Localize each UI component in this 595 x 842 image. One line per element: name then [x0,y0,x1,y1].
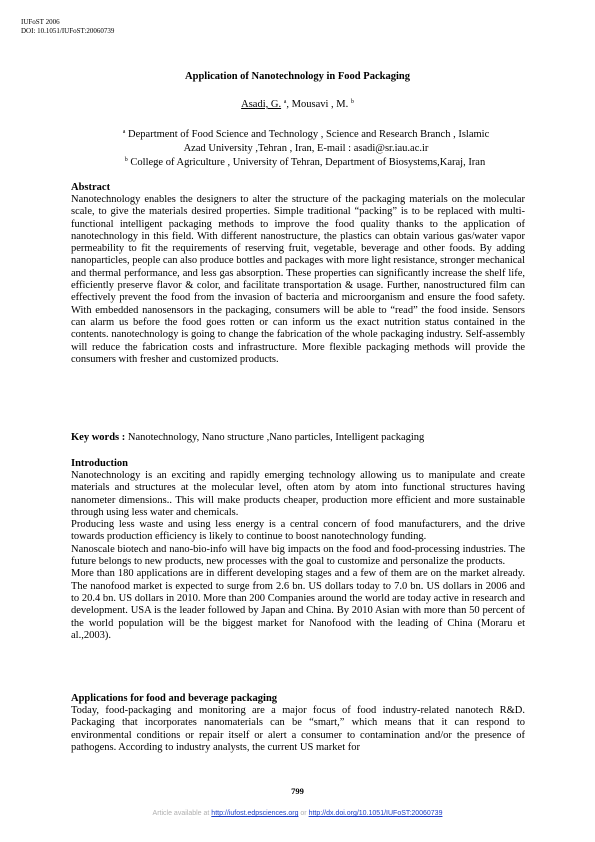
applications-text: Today, food-packaging and monitoring are a major focus of food industry-related nanotech R&D. Packaging that incorporates nanomaterials can be “smart,” which means that it can respond to environmental conditions or repair itself or alert a consumer to contamination and/or the presence of pathogens. According to industry analysts, the current US market for [71,705,525,753]
journal-name: IUFoST 2006 [21,18,60,26]
applications-body [71,705,525,754]
page-number: 799 [291,786,304,796]
footer-prefix: Article available at [152,810,212,817]
affiliation-a [96,125,516,156]
introduction-body [71,470,525,642]
article-footer [0,810,595,817]
author-1: Asadi, G. [241,99,282,110]
author-2: , Mousavi , M. [286,99,349,110]
intro-paragraph: Nanoscale biotech and nano-bio-info will have big impacts on the food and food-processing industries. The future belongs to new products, new processes with the goal to customize and personalize the products. [71,543,525,568]
abstract-text: Nanotechnology enables the designers to alter the structure of the packaging materials on the molecular scale, to give the materials desired properties. Simple traditional “packing” is to be replaced with multi-functional intelligent packaging methods to improve the food quality thanks to the application of nanotechnology in this field. With different nanostructure, the plastics can obtain various gas/water vapor permeability to fit the requirements of reserving fruit, vegetable, beverage and other foods. By adding nanoparticles, people can also produce bottles and packages with more light resistance, stronger mechanical and thermal performance, and less gas absorption. These properties can significantly increase the shelf life, efficiently preserve flavor & color, and facilitate transportation & usage. Further, nanostructured film can effectively prevent the food from the invasion of bacteria and microorganism and ensure the food safety. With embedded nanosensors in the packaging, consumers will be able to “read” the food inside. Sensors can alarm us before the food goes rotten or can inform us the exact nutrition status contained in the contents. nanotechnology is going to change the fabrication of the whole packaging industry. Self-assembly will reduce the fabrication costs and infrastructure. More flexible packaging methods will provide the consumers with fresher and customized products. [71,194,525,365]
abstract-heading: Abstract [71,182,111,193]
intro-paragraph: Producing less waste and using less energy is a central concern of food manufacturers, and the drive towards production efficiency is likely to continue to boost nanotechnology funding. [71,519,525,543]
abstract-body [71,194,525,366]
keywords-text: Nanotechnology, Nano structure ,Nano particles, Intelligent packaging [125,432,425,443]
keywords [71,432,424,443]
paper-title: Application of Nanotechnology in Food Packaging [185,71,410,82]
author-1-superscript: a [283,99,287,105]
running-header [21,18,114,35]
keywords-label: Key words : [71,432,126,443]
author-2-superscript: b [350,99,354,105]
footer-link-iufost[interactable]: http://iufost.edpsciences.org [211,810,299,817]
intro-paragraph: More than 180 applications are in different developing stages and a few of them are on the market already. The nanofood market is expected to surge from 2.6 bn. US dollars today to 7.0 bn. US dollars in 2006 and to 20.4 bn. US dollars in 2010. More than 200 Companies around the world are today active in research and development. USA is the leader followed by Japan and China. By 2010 Asian with more than 50 percent of the world population will be the biggest market for Nanofood with the leading of China (Moraru et al.,2003). [71,568,525,641]
affiliation-b-text: College of Agriculture , University of Tehran, Department of Biosystems,Karaj, Iran [127,157,486,168]
affiliation-a-line1: $^a$ Department of Food Science and Technology , Science and Research Branch , Islamic [122,129,490,140]
footer-link-doi[interactable]: http://dx.doi.org/10.1051/IUFoST:20060739 [308,810,443,817]
doi-label: DOI: 10.1051/IUFoST:20060739 [21,26,115,35]
affiliation-b [60,153,550,170]
affiliation-b-sup: b [124,157,128,163]
introduction-heading: Introduction [71,458,128,469]
intro-paragraph: Nanotechnology is an exciting and rapidly emerging technology allowing us to manipulate and create materials and structures at the molecular level, often atom by atom into functional structures having nanometer dimensions.. This will make products cheaper, production more efficient and more sustainable through using less water and chemicals. [71,470,525,518]
applications-heading: Applications for food and beverage packaging [71,693,278,704]
author-list [0,99,595,110]
affiliation-a-line2: Azad University ,Tehran , Iran, E-mail : asadi@sr.iau.ac.ir [183,143,429,154]
affiliation-a-sup: a [122,129,126,135]
footer-middle: or [298,810,309,817]
